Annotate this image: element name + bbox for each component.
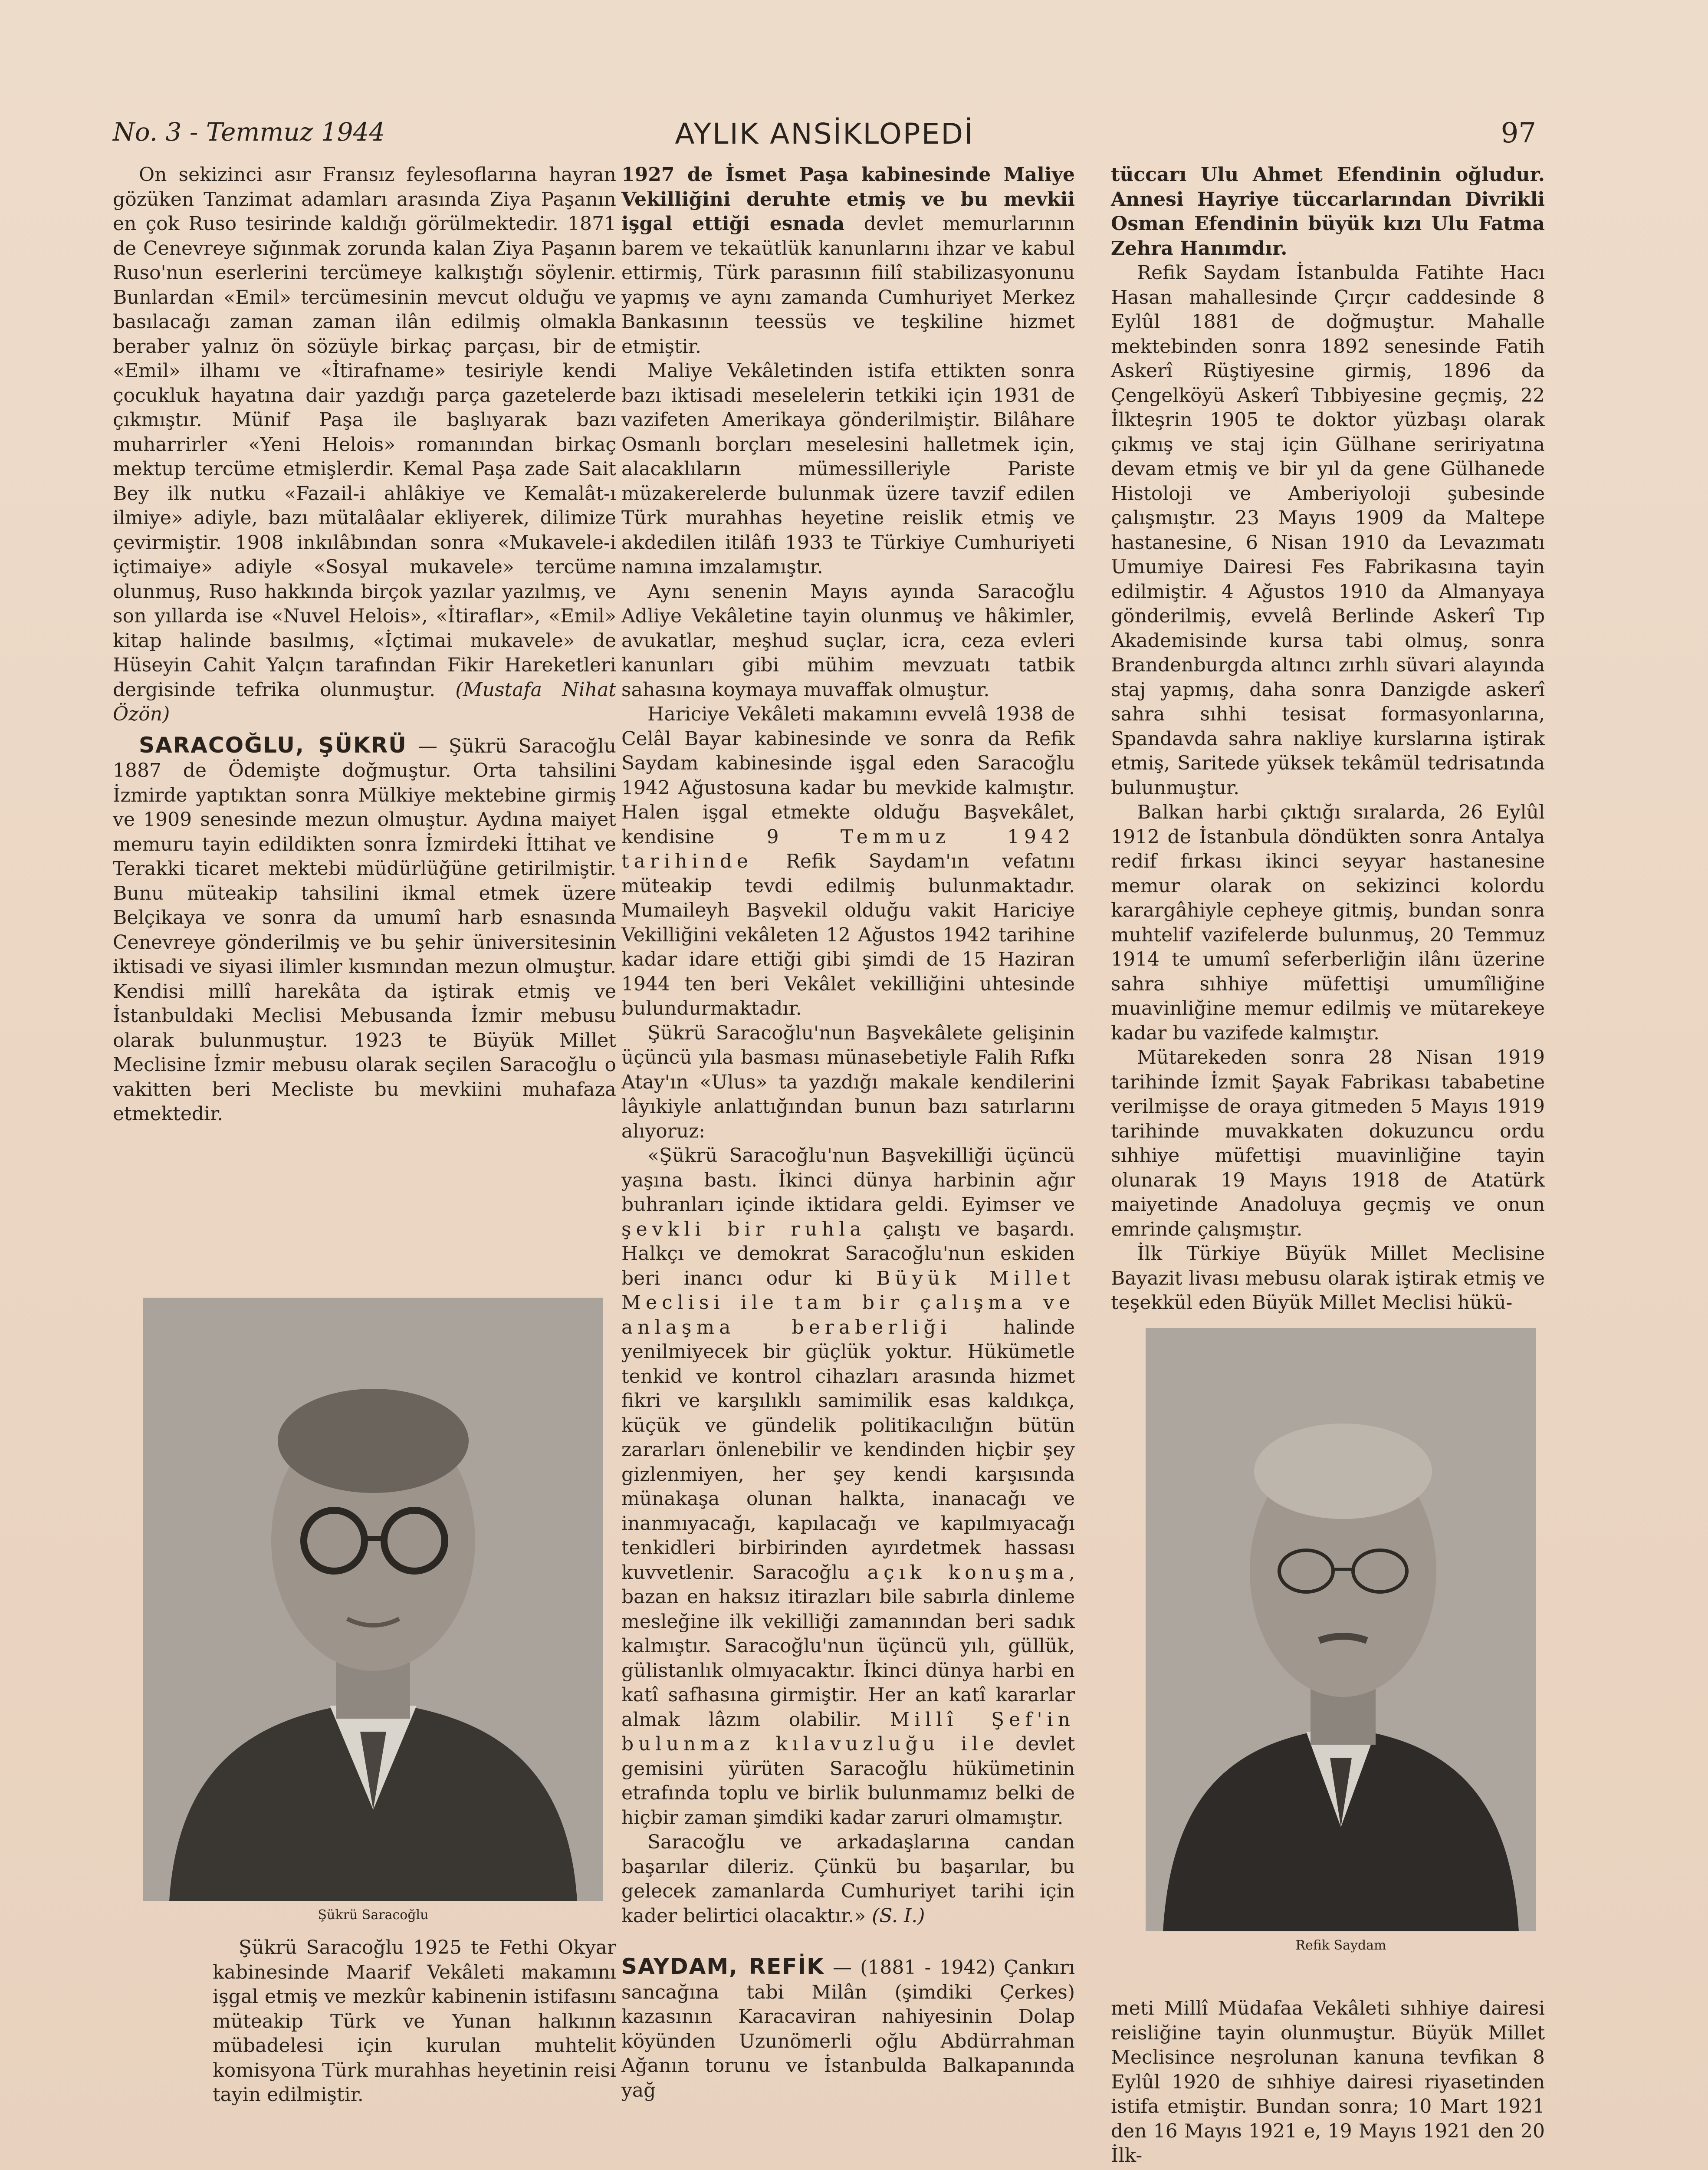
paragraph: Refik Saydam İstanbulda Fatihte Hacı Hasan mahallesinde Çırçır caddesinde 8 Eylûl 1881 de doğmuştur. Mahalle mektebinden sonra 1892 senesinde Fatih Askerî Rüştiyesine girmiş, 1896 da Çengelköyü Askerî Tıbbiyesine geçmiş, 22 İlkteşrin 1905 te doktor yüzbaşı olarak çıkmış ve staj için Gülhane seririyatına devam etmiş ve bir yıl da gene Gülhanede Histoloji ve Amberiyoloji şubesinde çalışmıştır. 23 Mayıs 1909 da Maltepe hastanesine, 6 Nisan 1910 da Levazımatı Umumiye Dairesi Fes Fabrikasına tayin edilmiştir. 4 Ağustos 1910 da Almanyaya gönderilmiş, evvelâ Berlinde Askerî Tıp Akademisinde kursa tabi olmuş, sonra Brandenburgda altıncı zırhlı süvari alayında staj yapmış, daha sonra Danzigde askerî sahra sıhhi tesisat formasyonlarına, Spandavda sahra nakliye kurslarına iştirak etmiş, Saritede yüksek tekâmül tedrisatında bulunmuştur. — [1111, 262, 1545, 799]
paragraph: Maliye Vekâletinden istifa ettikten sonra bazı iktisadi meselelerin tetkiki için 1931 de vazifeten Amerikaya gönderilmiştir. Bilâhare Osmanlı borçları meselesini halletmek için, alacaklıların mümessilleriyle Pariste müzakerelerde bulunmak üzere tavzif edilen Türk murahhas heyetine reislik etmiş ve akdedilen itilâfı 1933 te Türkiye Cumhuriyeti namına imzalamıştır. — [621, 360, 1075, 578]
portrait-saracoglu-photo — [143, 1298, 603, 1901]
spaced-text: şevkli bir ruhla — [621, 1218, 866, 1240]
paragraph-text: Refik Saydam'ın vefatını müteakip tevdi edilmiş bulunmaktadır. Mumaileyh Başvekil olduğu vakit Hariciye Vekilliğini vekâleten 12 Ağustos 1942 tarihine kadar idare ettiği gibi şimdi de 15 Haziran 1944 ten beri Vekâlet vekilliğini uhtesinde bulundurmaktadır. — [621, 850, 1075, 1019]
publication-title: AYLIK ANSİKLOPEDİ — [675, 117, 974, 151]
paragraph-text: devlet memurlarının barem ve tekaütlük kanunlarını ihzar ve kabul ettirmiş, Türk parasının fiilî stabilizasyonunu yapmış ve aynı zamanda Cumhuriyet Merkez Bankasının teessüs ve teşkiline hizmet etmiştir. — [621, 213, 1075, 358]
author-signature: (Mustafa Nihat Özön) — [113, 678, 616, 725]
quote-paragraph — [621, 1830, 1075, 1928]
spaced-text: açık konuşma — [867, 1561, 1069, 1584]
author-signature: (S. I.) — [872, 1904, 925, 1927]
quote-paragraph — [621, 1144, 1075, 1830]
paragraph: Şükrü Saracoğlu'nun Başvekâlete gelişinin üçüncü yıla basması münasebetiyle Falih Rıfkı Atay'ın «Ulus» ta yazdığı makale kendilerini lâyıkiyle anlattığından bunun bazı satırlarını alıyoruz: — [621, 1022, 1075, 1142]
paragraph: Mütarekeden sonra 28 Nisan 1919 tarihinde İzmit Şayak Fabrikası tababetine verilmişse de oraya gitmeden 5 Mayıs 1919 tarihinde muvakkaten dokuzuncu ordu sıhhiye müfettişi muavinliğine tayin olunarak 19 Mayıs 1918 de Atatürk maiyetinde Anadoluya geçmiş ve onun emrinde çalışmıştır. — [1111, 1046, 1545, 1240]
paragraph: meti Millî Müdafaa Vekâleti sıhhiye dairesi reisliğine tayin olunmuştur. Büyük Millet Meclisince neşrolunan kanuna tevfikan 8 Eylûl 1920 de sıhhiye dairesi riyasetinden istifa etmiştir. Bundan sonra; 10 Mart 1921 den 16 Mayıs 1921 e, 19 Mayıs 1921 den 20 İlk- — [1111, 1997, 1545, 2167]
column-3-lower — [1111, 1996, 1545, 2168]
paragraph — [113, 163, 616, 727]
photo-caption-saydam: Refik Saydam — [1295, 1938, 1386, 1953]
paragraph — [621, 163, 1075, 359]
page-number: 97 — [1501, 117, 1536, 149]
paragraph-bold: tüccarı Ulu Ahmet Efendinin oğludur. Annesi Hayriye tüccarlarından Divrikli Osman Efendinin büyük kızı Ulu Fatma Zehra Hanımdır. — [1111, 164, 1545, 260]
quote-text: Saracoğlu ve arkadaşlarına candan başarılar dileriz. Çünkü bu başarılar, bu gelecek zamanlarda Cumhuriyet tarihi için kader belirtici olacaktır.» — [621, 1831, 1075, 1927]
photo-caption-saracoglu: Şükrü Saracoğlu — [318, 1907, 429, 1923]
paragraph: Şükrü Saracoğlu 1925 te Fethi Okyar kabinesinde Maarif Vekâleti makamını işgal etmiş ve mezkûr kabinenin istifasını müteakip Türk ve Yunan halkının mübadelesi için kurulan muhtelit komisyona Türk murahhas heyetinin reisi tayin edilmiştir. — [213, 1937, 616, 2106]
paragraph-bold-start: 1927 de İsmet Paşa kabinesinde Maliye Vekilliğini deruhte etmiş ve bu mevkii işgal ettiği esnada — [621, 164, 1075, 235]
entry-paragraph — [621, 1954, 1075, 2103]
spaced-text: Büyük Millet Meclisi ile tam bir çalışma ve anlaşma beraberliği — [621, 1267, 1075, 1338]
paragraph: İlk Türkiye Büyük Millet Meclisine Bayazit livası mebusu olarak iştirak etmiş ve teşekkül eden Büyük Millet Meclisi hükü- — [1111, 1243, 1545, 1314]
entry-heading-saydam: SAYDAM, REFİK — [621, 1954, 824, 1979]
quote-text: çalıştı ve başardı. Halkçı ve demokrat Saracoğlu'nun eskiden beri inancı odur ki — [621, 1218, 1075, 1289]
column-2 — [621, 163, 1075, 2103]
column-3 — [1111, 163, 1545, 1315]
quote-text: «Şükrü Saracoğlu'nun Başvekilliği üçüncü yaşına bastı. İkinci dünya harbinin ağır buhranları içinde iktidara geldi. Eyimser ve — [621, 1144, 1075, 1216]
entry-years: (1881 - 1942) — [860, 1956, 995, 1979]
paragraph — [621, 702, 1075, 1021]
entry-heading-saracoglu: SARACOĞLU, ŞÜKRÜ — [139, 732, 407, 758]
paragraph-text: On sekizinci asır Fransız feylesoflarına hayran gözüken Tanzimat adamları arasında Ziya Paşanın en çok Ruso tesirinde kaldığı görülmektedir. 1871 de Cenevreye sığınmak zorunda kalan Ziya Paşanın Ruso'nun eserlerini tercümeye kalkıştığı söylenir. Bunlardan «Emil» tercümesinin mevcut olduğu ve basılacağı zaman zaman ilân edilmiş olmakla beraber yalnız ön sözüyle birkaç parçası, bir de «Emil» ilhamı ve «İtirafname» tesiriyle kendi çocukluk hayatına dair yazdığı parça gazetelerde çıkmıştır. Münif Paşa ile başlıyarak bazı muharrirler «Yeni Helois» romanından birkaç mektup tercüme etmişlerdir. Kemal Paşa zade Sait Bey ilk nutku «Fazail-i ahlâkiye ve Kemalât-ı ilmiye» adiyle, bazı mütalâalar ekliyerek, dilimize çevirmiştir. 1908 inkılâbından sonra «Mukavele-i içtimaiye» adiyle «Sosyal mukavele» tercüme olunmuş, Ruso hakkında birçok yazılar yazılmış, ve son yıllarda ise «Nuvel Helois», «İtiraflar», «Emil» kitap halinde basılmış, «İçtimai mukavele» de Hüseyin Cahit Yalçın tarafından Fikir Hareketleri dergisinde tefrika olunmuştur. — [113, 164, 616, 701]
entry-paragraph — [113, 733, 616, 1127]
issue-label: No. 3 - Temmuz 1944 — [113, 117, 385, 147]
paragraph: Balkan harbi çıktığı sıralarda, 26 Eylûl 1912 de İstanbula döndükten sonra Antalya redif fırkası ikinci seyyar hastanesine memur olarak on sekizinci kolordu karargâhiyle cepheye gitmiş, bundan sonra muhtelif vazifelerde bulunmuş, 20 Temmuz 1914 te umumî seferberliğin ilânı üzerine sahra sıhhiye müfettişi umumîliğine muavinliğine memur edilmiş ve mütarekeye kadar bu vazifede kalmıştır. — [1111, 801, 1545, 1044]
quote-text: , bazan en haksız itirazları bile sabırla dinleme mesleğine ilk vekilliği zamanından beri sadık kalmıştır. Saracoğlu'nun üçüncü yılı, güllük, gülistanlık olmıyacaktır. İkinci dünya harbi en katî safhasına girmiştir. Her an katî kararlar almak lâzım olabilir. — [621, 1561, 1075, 1731]
page-header — [113, 117, 1536, 156]
column-1 — [113, 163, 616, 1127]
entry-dash: — — [824, 1956, 861, 1979]
paragraph-text: Hariciye Vekâleti makamını evvelâ 1938 de Celâl Bayar kabinesinde ve sonra da Refik Saydam kabinesinde işgal eden Saracoğlu 1942 Ağustosuna kadar bu mevkide kalmıştır. Halen işgal etmekte olduğu Başvekâlet, kendisine — [621, 703, 1075, 848]
entry-dash: — — [407, 735, 449, 757]
paragraph-text: Şükrü Saracoğlu 1887 de Ödemişte doğmuştur. Orta tahsilini İzmirde yaptıktan sonra Mülkiye mektebine girmiş ve 1909 senesinde mezun olmuştur. Aydına maiyet memuru tayin edildikten sonra İzmirdeki İttihat ve Terakki ticaret mektebi müdürlüğüne getirilmiştir. Bunu müteakip tahsilini ikmal etmek üzere Belçikaya ve sonra da umumî harb esnasında Cenevreye gönderilmiş ve bu şehir üniversitesinin iktisadi ve siyasi ilimler kısmından mezun olmuştur. Kendisi millî harekâta da iştirak etmiş ve İstanbuldaki Meclisi Mebusanda İzmir mebusu olarak bulunmuştur. 1923 te Büyük Millet Meclisine İzmir mebusu olarak seçilen Saracoğlu o vakitten beri Mecliste bu mevkiini muhafaza etmektedir. — [113, 735, 616, 1125]
spaced-text: Millî Şef'in bulunmaz kılavuzluğu ile — [621, 1708, 1075, 1755]
spaced-text: 9 Temmuz 1942 tarihinde — [621, 825, 1075, 872]
quote-text: devlet gemisini yürüten Saracoğlu hükümetinin etrafında toplu ve birlik bulunmamız belki de hiçbir zaman şimdiki kadar zaruri olmamıştır. — [621, 1733, 1075, 1829]
paragraph: Aynı senenin Mayıs ayında Saracoğlu Adliye Vekâletine tayin olunmuş ve hâkimler, avukatlar, meşhud suçlar, icra, ceza evleri kanunları gibi mühim mevzuatı tatbik sahasına koymaya muvaffak olmuştur. — [621, 580, 1075, 701]
quote-text: halinde yenilmiyecek bir güçlük yoktur. Hükümetle tenkid ve kontrol cihazları arasında hizmet fikri ve karşılıklı samimilik esas kaldıkça, küçük ve gündelik politikacılığın bütün zararları önlenebilir ve kendinden hiçbir şey gizlenmiyen, her şey kendi karşısında münakaşa olunan halkta, inanacağı ve inanmıyacağı, kapılacağı ve kapılmıyacağı tenkidleri birbirinden ayırdetmek hassası kuvvetlenir. Saracoğlu — [621, 1316, 1075, 1584]
column-1-lower — [213, 1936, 616, 2108]
portrait-saydam-photo — [1146, 1328, 1536, 1931]
paragraph-text: Çankırı sancağına tabi Milân (şimdiki Çerkes) kazasının Karacaviran nahiyesinin Dolap köyünden Uzunömerli oğlu Abdürrahman Ağanın torunu ve İstanbulda Balkapanında yağ — [621, 1956, 1075, 2101]
